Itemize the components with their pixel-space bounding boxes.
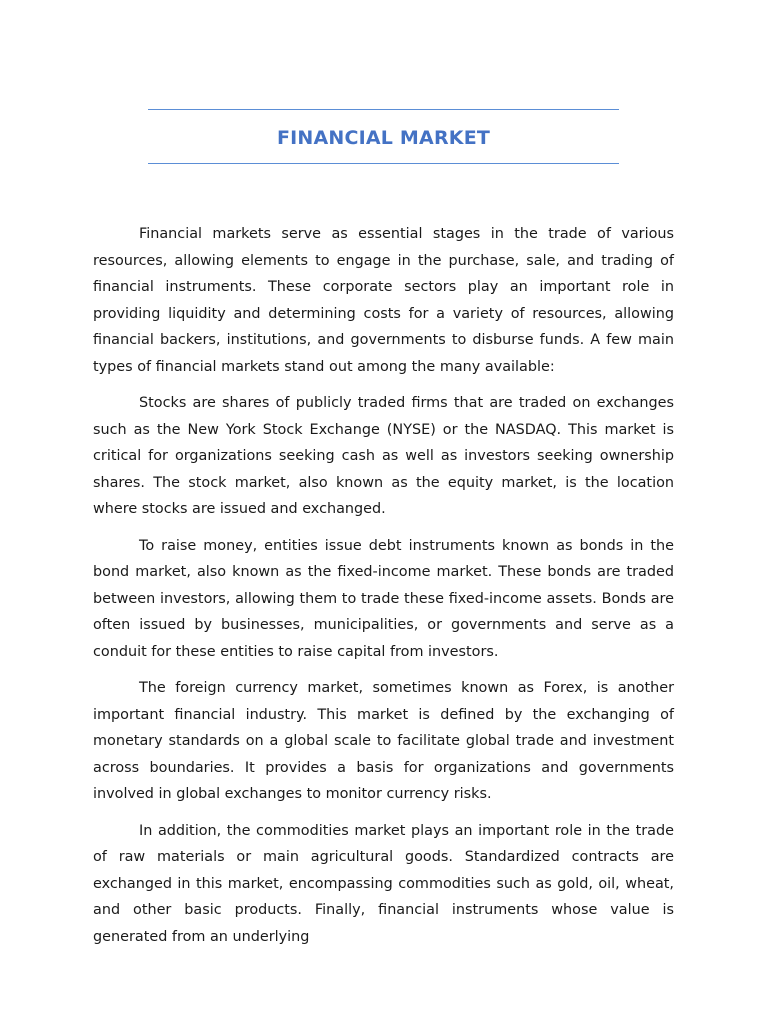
paragraph-bonds: To raise money, entities issue debt instruments known as bonds in the bond market, also known as the fixed-income market. These bonds are traded between investors, allowing them to trade these fixed-income assets. Bonds are often issued by businesses, municipalities, or governments and serve as a conduit for these entities to raise capital from investors. bbox=[93, 537, 674, 660]
paragraph-stocks: Stocks are shares of publicly traded firms that are traded on exchanges such as the New York Stock Exchange (NYSE) or the NASDAQ. This market is critical for organizations seeking cash as well as investors seeking ownership shares. The stock market, also known as the equity market, is the location where stocks are issued and exchanged. bbox=[93, 395, 674, 517]
document-title: FINANCIAL MARKET bbox=[276, 127, 491, 149]
paragraph-commodities: In addition, the commodities market plays an important role in the trade of raw materials or main agricultural goods. Standardized contracts are exchanged in this market, encompassing commodities such as gold, oil, wheat, and other basic products. Finally, financial instruments whose value is generated from an underlying bbox=[93, 822, 674, 945]
document-body bbox=[93, 221, 674, 960]
paragraph-intro: Financial markets serve as essential stages in the trade of various resources, allowing elements to engage in the purchase, sale, and trading of financial instruments. These corporate sectors play an important role in providing liquidity and determining costs for a variety of resources, allowing financial backers, institutions, and governments to disburse funds. A few main types of financial markets stand out among the many available: bbox=[93, 226, 674, 375]
title-bottom-rule bbox=[148, 163, 619, 164]
title-top-rule bbox=[148, 109, 619, 110]
paragraph-forex: The foreign currency market, sometimes known as Forex, is another important financial industry. This market is defined by the exchanging of monetary standards on a global scale to facilitate global trade and investment across boundaries. It provides a basis for organizations and governments involved in global exchanges to monitor currency risks. bbox=[93, 680, 674, 802]
